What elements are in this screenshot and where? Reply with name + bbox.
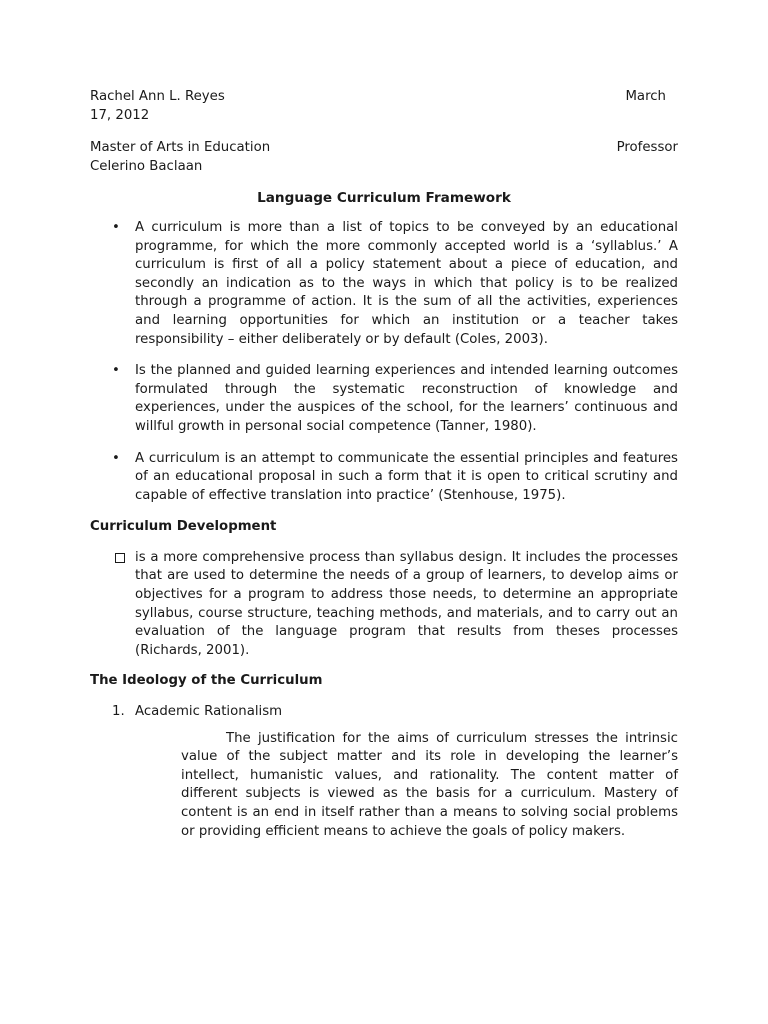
bullet-icon: •	[112, 363, 120, 379]
bullet-text: A curriculum is more than a list of topics to be conveyed by an educational programme, for which the more commonly accepted world is a ‘syllablus.’ A curriculum is first of all a policy statement about a piece of education, and secondly an indication as to the ways in which that policy is to be realized through a programme of action. It is the sum of all the activities, experiences and learning opportunities for which an institution or a teacher takes responsibility – either deliberately or by default (Coles, 2003).	[135, 219, 678, 347]
document-page	[90, 88, 678, 841]
professor-name: Celerino Baclaan	[90, 158, 203, 174]
numbered-item	[90, 703, 678, 722]
list-item	[90, 549, 678, 661]
bullet-item	[90, 450, 678, 506]
bullet-text: Is the planned and guided learning experiences and intended learning outcomes formulated through the systematic reconstruction of knowledge and experiences, under the auspices of the school, for the learners’ continuous and willful growth in personal social competence (Tanner, 1980).	[135, 363, 678, 434]
bullet-icon: •	[112, 450, 120, 466]
bullet-icon: •	[112, 219, 120, 235]
bullet-text: A curriculum is an attempt to communicate the essential principles and features of an educational proposal in such a form that it is open to critical scrutiny and capable of effective translation into practice’ (Stenhouse, 1975).	[135, 450, 678, 503]
curriculum-development-heading: Curriculum Development	[90, 519, 277, 535]
item-title: Academic Rationalism	[135, 704, 283, 720]
date-month: March	[625, 89, 666, 104]
program-professor-block	[90, 139, 678, 176]
item-number: 1.	[112, 704, 125, 720]
date-day-year: 17, 2012	[90, 107, 150, 123]
professor-title: Professor	[616, 140, 678, 156]
checkbox-bullet-icon	[115, 553, 125, 563]
academic-rationalism-paragraph: The justification for the aims of curriculum stresses the intrinsic value of the subject matter and its role in developing the learner’s intellect, humanistic values, and rationality. The content matter of different subjects is viewed as the basis for a curriculum. Mastery of content is an end in itself rather than a means to solving social problems or providing efficient means to achieve the goals of policy makers.	[181, 730, 678, 839]
author-name: Rachel Ann L. Reyes	[90, 89, 225, 104]
definition-bullet-list	[90, 219, 678, 505]
program-name: Master of Arts in Education	[90, 140, 271, 156]
curriculum-development-text: is a more comprehensive process than syllabus design. It includes the processes that are used to determine the needs of a group of learners, to develop aims or objectives for a program to address those needs, to determine an appropriate syllabus, course structure, teaching methods, and materials, and to carry out an evaluation of the language program that results from theses processes (Richards, 2001).	[135, 549, 678, 658]
bullet-item	[90, 362, 678, 436]
author-date-block	[90, 88, 678, 125]
ideology-heading: The Ideology of the Curriculum	[90, 673, 323, 689]
curriculum-development-list	[90, 549, 678, 661]
bullet-item	[90, 219, 678, 349]
document-title: Language Curriculum Framework	[257, 190, 511, 207]
